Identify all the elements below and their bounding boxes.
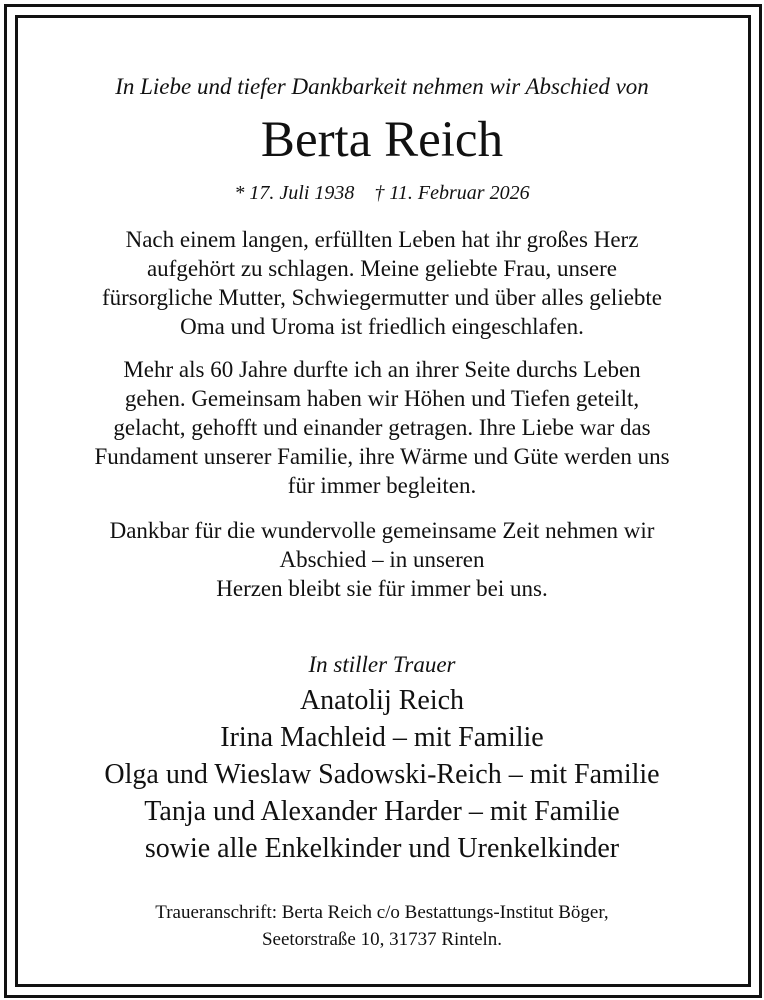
mourner-name: Irina Machleid – mit Familie [220, 722, 544, 753]
mourning-label: In stiller Trauer [308, 652, 456, 677]
deceased-name: Berta Reich [260, 112, 504, 168]
text-line: gelacht, gehofft und einander getragen. Ihre Liebe war das [113, 415, 651, 440]
text-line: Fundament unserer Familie, ihre Wärme und Güte werden uns [94, 444, 670, 469]
text-line: Dankbar für die wundervolle gemeinsame Zeit nehmen wir [109, 518, 655, 543]
mourners-list [24, 682, 740, 867]
intro-line: In Liebe und tiefer Dankbarkeit nehmen wir Abschied von [115, 74, 649, 99]
text-line: Nach einem langen, erfüllten Leben hat ihr großes Herz [125, 227, 639, 252]
text-line: fürsorgliche Mutter, Schwiegermutter und über alles geliebte [101, 285, 663, 310]
text-line: aufgehört zu schlagen. Meine geliebte Frau, unsere [146, 256, 618, 281]
text-line: Oma und Uroma ist friedlich eingeschlafen. [180, 314, 584, 339]
paragraph-gratitude [24, 516, 740, 603]
obituary-notice [24, 24, 740, 953]
paragraph-farewell [24, 225, 740, 341]
text-line: gehen. Gemeinsam haben wir Höhen und Tiefen geteilt, [124, 386, 640, 411]
paragraph-memories [24, 355, 740, 500]
text-line: Herzen bleibt sie für immer bei uns. [216, 576, 548, 601]
death-date: † 11. Februar 2026 [374, 182, 530, 204]
mourner-name: sowie alle Enkelkinder und Urenkelkinder [144, 833, 620, 864]
text-line: Mehr als 60 Jahre durfte ich an ihrer Seite durchs Leben [123, 357, 641, 382]
mourner-name: Anatolij Reich [299, 685, 465, 716]
address-line: Seetorstraße 10, 31737 Rinteln. [261, 929, 503, 950]
mourner-name: Tanja und Alexander Harder – mit Familie [144, 796, 620, 827]
mourning-address [24, 899, 740, 953]
mourner-name: Olga und Wieslaw Sadowski-Reich – mit Familie [104, 759, 660, 790]
birth-date: * 17. Juli 1938 [234, 182, 355, 204]
text-line: Abschied – in unseren [279, 547, 485, 572]
text-line: für immer begleiten. [287, 473, 477, 498]
life-dates [24, 180, 740, 206]
address-line: Traueranschrift: Berta Reich c/o Bestattungs-Institut Böger, [155, 902, 609, 923]
